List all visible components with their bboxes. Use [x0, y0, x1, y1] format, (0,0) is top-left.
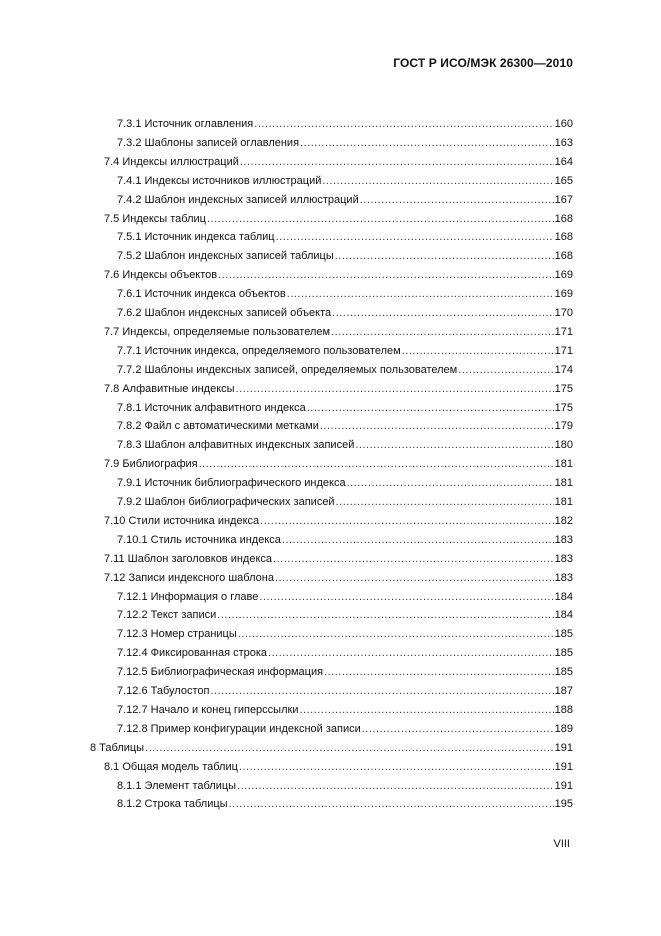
- toc-entry-label: 8.1.1 Элемент таблицы: [117, 779, 237, 792]
- toc-entry-page: 181: [554, 458, 573, 471]
- toc-entry-label: 7.12.8 Пример конфигурации индексной записи: [117, 722, 361, 735]
- toc-entry-page: 182: [554, 514, 573, 527]
- toc-entry-label: 7.12.5 Библиографическая информация: [117, 666, 324, 679]
- toc-dot-leader: [331, 323, 554, 341]
- toc-entry: [117, 247, 573, 265]
- toc-entry-label: 7.3.2 Шаблоны записей оглавления: [117, 136, 300, 149]
- toc-entry-page: 175: [554, 382, 573, 395]
- toc-dot-leader: [336, 493, 554, 511]
- toc-entry-page: 187: [554, 685, 573, 697]
- toc-entry: [117, 115, 573, 133]
- toc-dot-leader: [259, 588, 553, 606]
- toc-entry-label: 7.12.1 Информация о главе: [117, 590, 259, 603]
- toc-dot-leader: [287, 285, 554, 303]
- toc-entry-page: 180: [554, 439, 573, 452]
- toc-entry-label: 8.1.2 Строка таблицы: [117, 798, 228, 811]
- toc-entry-page: 171: [554, 325, 573, 338]
- toc-dot-leader: [229, 795, 554, 813]
- toc-entry-label: 7.7.2 Шаблоны индексных записей, определяемых пользователем: [117, 363, 458, 376]
- toc-dot-leader: [145, 739, 554, 757]
- toc-entry-page: 191: [554, 741, 573, 754]
- toc-dot-leader: [324, 663, 554, 681]
- toc-entry-label: 7.6.1 Источник индекса объектов: [117, 288, 286, 301]
- toc-entry-page: 164: [554, 155, 573, 168]
- toc-entry-page: 183: [554, 533, 573, 546]
- toc-dot-leader: [307, 399, 554, 417]
- toc-entry: [104, 323, 573, 341]
- toc-entry-label: 7.7.1 Источник индекса, определяемого пользователем: [117, 344, 401, 357]
- toc-entry-page: 195: [554, 798, 573, 811]
- toc-entry: [117, 436, 573, 454]
- toc-dot-leader: [458, 361, 553, 379]
- toc-entry-label: 7.12.6 Табулостоп: [117, 685, 210, 697]
- toc-entry-page: 165: [554, 174, 573, 187]
- document-header: ГОСТ Р ИСО/МЭК 26300—2010: [393, 56, 573, 70]
- toc-entry: [117, 493, 573, 511]
- toc-entry: [117, 606, 573, 624]
- toc-dot-leader: [360, 191, 554, 209]
- toc-dot-leader: [335, 247, 554, 265]
- toc-entry: [117, 701, 573, 719]
- toc-entry: [117, 663, 573, 681]
- toc-entry-label: 7.8.2 Файл с автоматическими метками: [117, 420, 319, 433]
- toc-entry-page: 191: [554, 779, 573, 792]
- toc-dot-leader: [238, 625, 554, 643]
- toc-entry: [117, 474, 573, 492]
- toc-dot-leader: [239, 758, 554, 776]
- toc-entry-label: 7.6.2 Шаблон индексных записей объекта: [117, 307, 332, 319]
- toc-entry: [117, 342, 573, 360]
- toc-entry-page: 170: [554, 307, 573, 319]
- toc-entry-label: 7.10.1 Стиль источника индекса: [117, 533, 281, 546]
- toc-dot-leader: [402, 342, 554, 360]
- toc-entry-label: 7.5 Индексы таблиц: [104, 212, 206, 225]
- toc-entry: [117, 134, 573, 152]
- toc-dot-leader: [254, 115, 553, 133]
- toc-dot-leader: [236, 380, 554, 398]
- toc-entry: [117, 285, 573, 303]
- toc-entry-page: 181: [554, 477, 573, 490]
- toc-entry-label: 7.12.7 Начало и конец гиперссылки: [117, 703, 299, 716]
- toc-entry-page: 185: [554, 647, 573, 660]
- toc-entry: [117, 644, 573, 662]
- toc-entry-page: 188: [554, 703, 573, 716]
- toc-entry: [117, 304, 573, 322]
- toc-entry-label: 7.3.1 Источник оглавления: [117, 118, 254, 130]
- toc-entry-page: 169: [554, 269, 573, 282]
- toc-entry-label: 7.8.3 Шаблон алфавитных индексных записей: [117, 439, 355, 452]
- toc-dot-leader: [320, 417, 554, 435]
- toc-dot-leader: [362, 720, 554, 738]
- toc-entry: [117, 625, 573, 643]
- toc-dot-leader: [199, 455, 554, 473]
- toc-entry-label: 8.1 Общая модель таблиц: [104, 760, 238, 773]
- toc-entry: [104, 380, 573, 398]
- toc-dot-leader: [347, 474, 554, 492]
- toc-dot-leader: [332, 304, 554, 322]
- toc-entry-page: 174: [554, 363, 573, 376]
- toc-entry-label: 7.12.2 Текст записи: [117, 609, 217, 622]
- toc-entry-page: 168: [554, 231, 573, 244]
- toc-entry: [104, 266, 573, 284]
- toc-dot-leader: [282, 531, 554, 549]
- toc-dot-leader: [237, 777, 554, 795]
- toc-entry-label: 7.4.1 Индексы источников иллюстраций: [117, 174, 322, 187]
- toc-entry: [117, 777, 573, 795]
- toc-entry-label: 7.12.4 Фиксированная строка: [117, 647, 268, 660]
- toc-entry: [104, 153, 573, 171]
- toc-entry-page: 168: [554, 250, 573, 263]
- toc-entry-label: 7.7 Индексы, определяемые пользователем: [104, 325, 331, 338]
- toc-entry-label: 7.10 Стили источника индекса: [104, 514, 260, 527]
- toc-entry: [104, 455, 573, 473]
- toc-entry-label: 7.9 Библиография: [104, 458, 198, 471]
- toc-entry: [117, 531, 573, 549]
- page-number: VIII: [553, 838, 570, 850]
- toc-entry: [117, 417, 573, 435]
- toc-entry-label: 7.5.2 Шаблон индексных записей таблицы: [117, 250, 334, 263]
- toc-entry: [104, 569, 573, 587]
- toc-entry: [104, 758, 573, 776]
- toc-entry: [117, 172, 573, 190]
- toc-entry-label: 7.5.1 Источник индекса таблиц: [117, 231, 275, 244]
- toc-dot-leader: [275, 569, 554, 587]
- toc-dot-leader: [300, 134, 554, 152]
- toc-dot-leader: [273, 550, 554, 568]
- toc-entry-page: 191: [554, 760, 573, 773]
- toc-dot-leader: [217, 606, 553, 624]
- toc-entry-label: 7.4.2 Шаблон индексных записей иллюстраций: [117, 193, 359, 206]
- toc-entry-page: 160: [554, 118, 573, 130]
- toc-entry: [117, 399, 573, 417]
- toc-entry-label: 7.8.1 Источник алфавитного индекса: [117, 401, 306, 414]
- toc-dot-leader: [355, 436, 553, 454]
- toc-entry-page: 189: [554, 722, 573, 735]
- toc-dot-leader: [207, 210, 554, 228]
- toc-entry-page: 184: [554, 590, 573, 603]
- toc-entry: [104, 210, 573, 228]
- toc-entry-label: 7.12 Записи индексного шаблона: [104, 571, 274, 584]
- toc-entry-page: 185: [554, 628, 573, 641]
- toc-entry-label: 7.12.3 Номер страницы: [117, 628, 237, 641]
- toc-dot-leader: [218, 266, 554, 284]
- toc-entry-page: 183: [554, 552, 573, 565]
- toc-entry-page: 175: [554, 401, 573, 414]
- toc-entry-page: 184: [554, 609, 573, 622]
- toc-entry-page: 167: [554, 193, 573, 206]
- toc-entry-page: 179: [554, 420, 573, 433]
- toc-entry: [90, 739, 573, 757]
- toc-entry: [117, 191, 573, 209]
- toc-dot-leader: [210, 682, 553, 700]
- toc-entry-page: 171: [554, 344, 573, 357]
- toc-dot-leader: [240, 153, 554, 171]
- toc-entry-page: 168: [554, 212, 573, 225]
- toc-dot-leader: [322, 172, 553, 190]
- toc-entry: [104, 512, 573, 530]
- toc-dot-leader: [260, 512, 554, 530]
- toc-entry-page: 163: [554, 136, 573, 149]
- toc-entry: [117, 361, 573, 379]
- toc-entry-label: 7.11 Шаблон заголовков индекса: [104, 552, 273, 565]
- toc-dot-leader: [268, 644, 554, 662]
- toc-entry: [104, 550, 573, 568]
- toc-entry-label: 7.8 Алфавитные индексы: [104, 382, 235, 395]
- toc-entry-label: 7.4 Индексы иллюстраций: [104, 155, 239, 168]
- toc-entry: [117, 682, 573, 700]
- toc-entry: [117, 228, 573, 246]
- toc-entry-label: 7.6 Индексы объектов: [104, 269, 218, 282]
- toc-entry-label: 8 Таблицы: [90, 741, 145, 754]
- toc-dot-leader: [299, 701, 553, 719]
- toc-dot-leader: [276, 228, 554, 246]
- toc-entry: [117, 795, 573, 813]
- toc-entry-page: 185: [554, 666, 573, 679]
- toc-entry-page: 183: [554, 571, 573, 584]
- toc-entry-label: 7.9.1 Источник библиографического индекса: [117, 477, 346, 490]
- toc-entry-label: 7.9.2 Шаблон библиографических записей: [117, 496, 335, 508]
- toc-entry: [117, 588, 573, 606]
- toc-entry-page: 169: [554, 288, 573, 301]
- toc-entry: [117, 720, 573, 738]
- toc-entry-page: 181: [554, 496, 573, 508]
